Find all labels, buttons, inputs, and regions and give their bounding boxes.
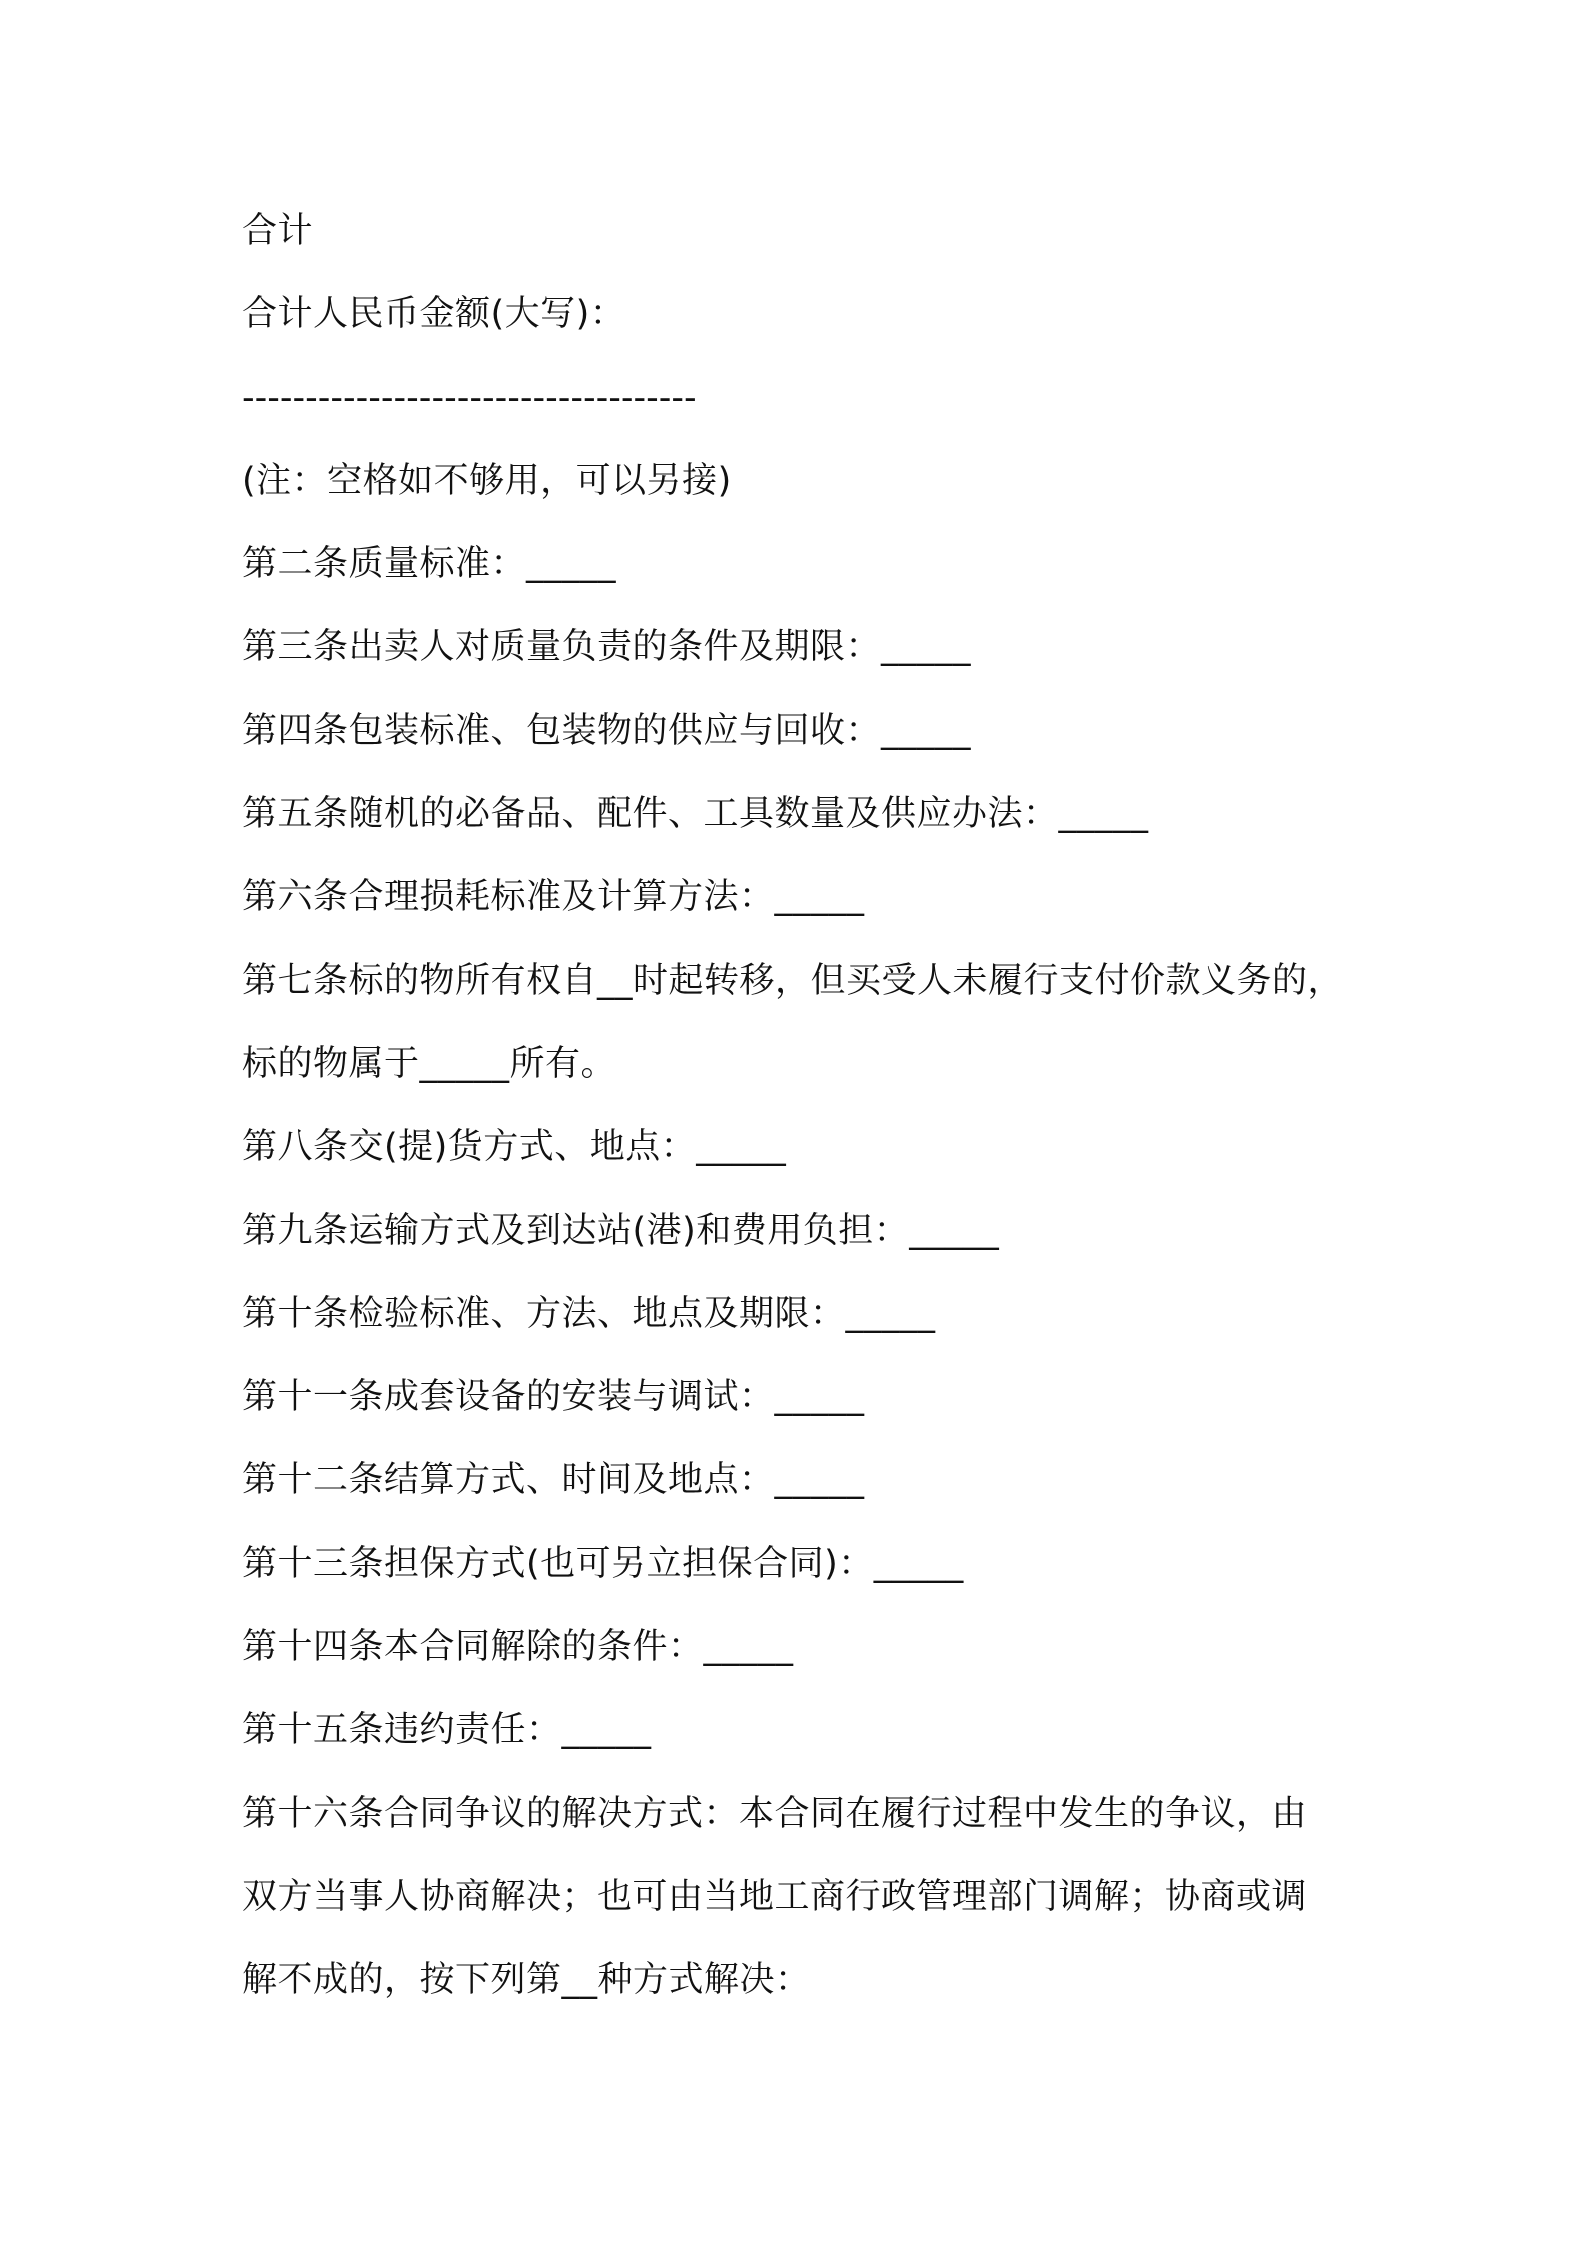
- clause-7-continuation: 标的物属于_____所有。: [242, 1043, 617, 1084]
- total-amount-rmb-line: 合计人民币金额(大写)：: [242, 294, 626, 335]
- clause-6-loss-standard: 第六条合理损耗标准及计算方法：_____: [242, 877, 865, 918]
- note-line: (注：空格如不够用，可以另接): [242, 460, 732, 501]
- clause-14-termination: 第十四条本合同解除的条件：_____: [242, 1627, 794, 1668]
- clause-10-inspection: 第十条检验标准、方法、地点及期限：_____: [242, 1293, 936, 1334]
- clause-5-accessories: 第五条随机的必备品、配件、工具数量及供应办法：_____: [242, 794, 1149, 835]
- clause-12-settlement: 第十二条结算方式、时间及地点：_____: [242, 1460, 865, 1501]
- document-body: [242, 190, 1372, 2023]
- clause-11-installation: 第十一条成套设备的安装与调试：_____: [242, 1377, 865, 1418]
- clause-8-delivery: 第八条交(提)货方式、地点：_____: [242, 1127, 787, 1168]
- clause-15-liability: 第十五条违约责任：_____: [242, 1710, 652, 1751]
- total-heading: 合计: [242, 211, 314, 251]
- separator-dashes: ------------------------------------: [242, 377, 697, 418]
- clause-9-transport: 第九条运输方式及到达站(港)和费用负担：_____: [242, 1210, 1000, 1251]
- clause-4-packaging: 第四条包装标准、包装物的供应与回收：_____: [242, 710, 972, 751]
- clause-16-continuation-2: 解不成的，按下列第__种方式解决：: [242, 1960, 811, 2001]
- clause-13-guarantee: 第十三条担保方式(也可另立担保合同)：_____: [242, 1543, 964, 1584]
- clause-16-continuation-1: 双方当事人协商解决；也可由当地工商行政管理部门调解；协商或调: [242, 1876, 1308, 1917]
- clause-16-dispute-resolution: 第十六条合同争议的解决方式：本合同在履行过程中发生的争议，由: [242, 1793, 1308, 1834]
- clause-7-ownership-transfer: 第七条标的物所有权自__时起转移，但买受人未履行支付价款义务的，: [242, 960, 1344, 1001]
- clause-3-seller-quality-liability: 第三条出卖人对质量负责的条件及期限：_____: [242, 627, 972, 668]
- clause-2-quality-standard: 第二条质量标准：_____: [242, 544, 617, 585]
